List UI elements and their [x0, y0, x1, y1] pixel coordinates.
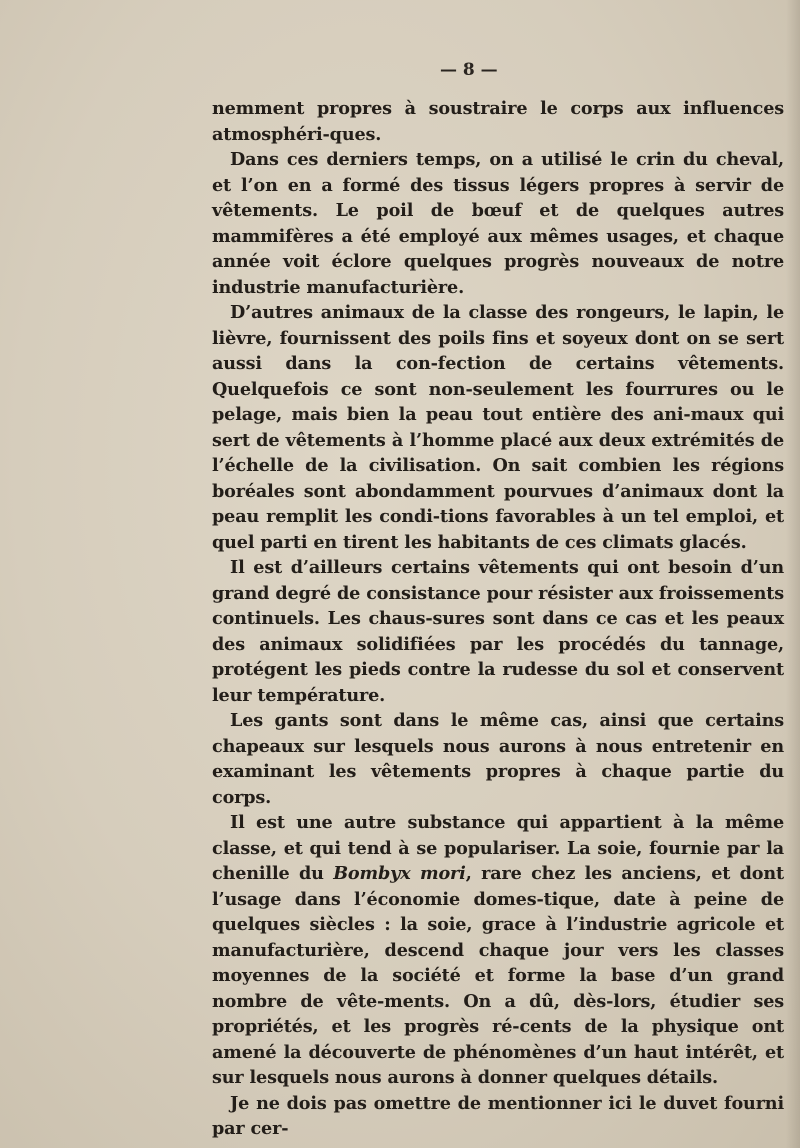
silk-text-after: , rare chez les anciens, et dont l’usage dans l’économie domes-tique, date à peine de quelques siècles : la soie, grace à l’industrie agricole et manufacturière, descend chaque jour vers les classes moyennes de la société et forme la base d’un grand nombre de vête-ments. On a dû, dès-lors, étudier ses propriétés, et les progrès ré-cents de la physique ont amené la découverte de phénomènes d’un haut intérêt, et sur lesquels nous aurons à donner quelques détails. — [212, 863, 785, 1088]
paragraph-continuation: nemment propres à soustraire le corps aux influences atmosphéri-ques. — [212, 98, 784, 145]
paragraph-horsehair: Dans ces derniers temps, on a utilisé le crin du cheval, et l’on en a formé des tissus légers propres à servir de vêtements. Le poil de bœuf et de quelques autres mammifères a été employé aux mêmes usages, et chaque année voit éclore quelques progrès nouveaux de notre industrie manufacturière. — [212, 149, 784, 298]
page-number: — 8 — — [440, 60, 498, 80]
page-edge-shadow — [786, 0, 800, 1148]
paragraph-gloves: Les gants sont dans le même cas, ainsi que certains chapeaux sur lesquels nous aurons à nous entretenir en examinant les vêtements propres à chaque partie du corps. — [212, 710, 784, 808]
species-name-italic: Bombyx mori — [333, 863, 466, 884]
paragraph-down: Je ne dois pas omettre de mentionner ici le duvet fourni par cer- — [212, 1092, 784, 1139]
silk-text-before: Il est une autre substance qui appartient à la même classe, et qui tend à se populariser. La soie, fournie par la chenille du — [212, 812, 784, 884]
paragraph-rodents: D’autres animaux de la classe des rongeurs, le lapin, le lièvre, fournissent des poils fins et soyeux dont on se sert aussi dans la con-fection de certains vêtements. Quelquefois ce sont non-seulement les fourrures ou le pelage, mais bien la peau tout entière des ani-maux qui sert de vêtements à l’homme placé aux deux extrémités de l’échelle de la civilisation. On sait combien les régions boréales sont abondamment pourvues d’animaux dont la peau remplit les condi-tions favorables à un tel emploi, et quel parti en tirent les habitants de ces climats glacés. — [212, 302, 784, 553]
paragraph-footwear: Il est d’ailleurs certains vêtements qui ont besoin d’un grand degré de consistance pour résister aux froissements continuels. Les chaus-sures sont dans ce cas et les peaux des animaux solidifiées par les procédés du tannage, protégent les pieds contre la rudesse du sol et conservent leur température. — [212, 557, 784, 706]
body-text — [212, 96, 784, 1142]
paragraph-silk — [212, 810, 784, 1091]
